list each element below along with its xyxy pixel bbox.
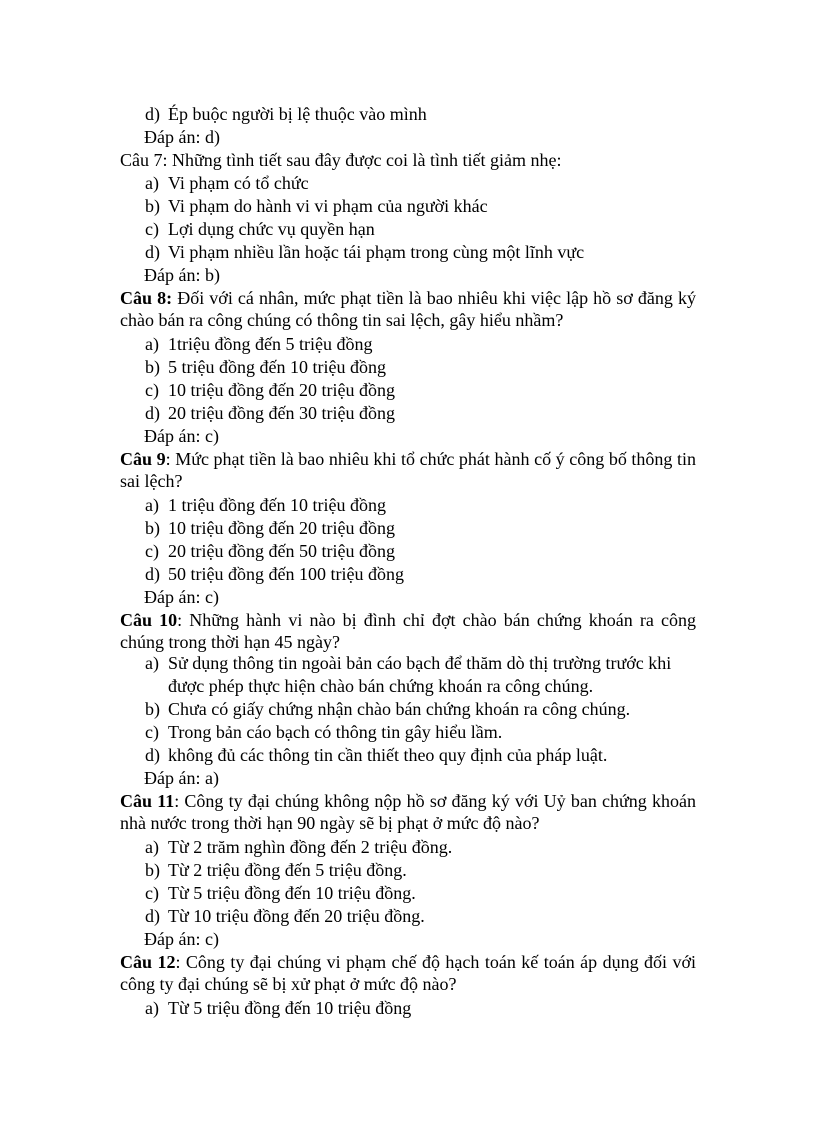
option-label: a): [145, 334, 159, 354]
option-text: Từ 5 triệu đồng đến 10 triệu đồng.: [168, 883, 416, 903]
answer-key: Đáp án: b): [144, 265, 220, 285]
answer-key: Đáp án: c): [144, 929, 219, 949]
question-body: : Những hành vi nào bị đình chỉ đợt chào bán chứng khoán ra công chúng trong thời hạn 45 ngày?: [120, 610, 697, 652]
option-label: d): [145, 403, 160, 423]
question-body: : Công ty đại chúng vi phạm chế độ hạch toán kế toán áp dụng đối với công ty đại chúng sẽ bị xử phạt ở mức độ nào?: [120, 952, 697, 994]
option-text: Ép buộc người bị lệ thuộc vào mình: [168, 104, 427, 124]
question-text: [120, 287, 696, 331]
option-label: b): [145, 699, 160, 719]
option-text: Từ 2 trăm nghìn đồng đến 2 triệu đồng.: [168, 837, 453, 857]
option-label: d): [145, 564, 160, 584]
option-label: b): [145, 518, 160, 538]
option-label: c): [145, 541, 159, 561]
question-text: [120, 951, 696, 995]
question-text: [120, 448, 696, 492]
option-text: Sử dụng thông tin ngoài bản cáo bạch để thăm dò thị trường trước khi được phép thực hiện chào bán chứng khoán ra công chúng.: [168, 653, 672, 696]
question-text: [120, 149, 696, 171]
question-number: Câu 11: [120, 791, 175, 811]
question-number: Câu 8:: [120, 288, 173, 308]
option-label: b): [145, 357, 160, 377]
question-text: [120, 609, 696, 653]
question-number: Câu 10: [120, 610, 178, 630]
answer-key: Đáp án: d): [144, 127, 220, 147]
option-label: c): [145, 380, 159, 400]
option-text: 1triệu đồng đến 5 triệu đồng: [168, 334, 373, 354]
question-number: Câu 9: [120, 449, 166, 469]
option-text: Trong bản cáo bạch có thông tin gây hiểu lầm.: [168, 722, 503, 742]
question: [120, 790, 696, 834]
answer-key: Đáp án: c): [144, 587, 219, 607]
question: [120, 448, 696, 492]
option-label: a): [145, 173, 159, 193]
option-text: 5 triệu đồng đến 10 triệu đồng: [168, 357, 386, 377]
option-text: Chưa có giấy chứng nhận chào bán chứng khoán ra công chúng.: [168, 699, 631, 719]
option-text: 10 triệu đồng đến 20 triệu đồng: [168, 518, 395, 538]
answer-key: Đáp án: c): [144, 426, 219, 446]
question: [120, 951, 696, 995]
option-label: c): [145, 883, 159, 903]
option-text: Vi phạm nhiều lần hoặc tái phạm trong cùng một lĩnh vực: [168, 242, 585, 262]
option-label: b): [145, 860, 160, 880]
question-body: Đối với cá nhân, mức phạt tiền là bao nhiêu khi việc lập hồ sơ đăng ký chào bán ra công chúng có thông tin sai lệch, gây hiểu nhầm?: [120, 288, 696, 330]
option-label: c): [145, 219, 159, 239]
option-label: b): [145, 196, 160, 216]
option-label: d): [145, 242, 160, 262]
question-number: Câu 7: [120, 150, 163, 170]
option-text: 10 triệu đồng đến 20 triệu đồng: [168, 380, 395, 400]
option-text: Từ 5 triệu đồng đến 10 triệu đồng: [168, 998, 412, 1018]
option-label: a): [145, 495, 159, 515]
option-text: Lợi dụng chức vụ quyền hạn: [168, 219, 375, 239]
option-label: d): [145, 104, 160, 124]
option-text: 1 triệu đồng đến 10 triệu đồng: [168, 495, 386, 515]
option-text: Từ 2 triệu đồng đến 5 triệu đồng.: [168, 860, 407, 880]
question: [120, 609, 696, 653]
question-body: : Những tình tiết sau đây được coi là tình tiết giảm nhẹ:: [162, 150, 562, 170]
option-text: 50 triệu đồng đến 100 triệu đồng: [168, 564, 404, 584]
question: [120, 149, 696, 171]
option-text: 20 triệu đồng đến 50 triệu đồng: [168, 541, 395, 561]
question-body: : Công ty đại chúng không nộp hồ sơ đăng ký với Uỷ ban chứng khoán nhà nước trong thời hạn 90 ngày sẽ bị phạt ở mức độ nào?: [120, 791, 696, 833]
option-text: Từ 10 triệu đồng đến 20 triệu đồng.: [168, 906, 425, 926]
option-label: a): [145, 998, 159, 1018]
option-text: không đủ các thông tin cần thiết theo quy định của pháp luật.: [168, 745, 608, 765]
option-label: c): [145, 722, 159, 742]
option-text: 20 triệu đồng đến 30 triệu đồng: [168, 403, 395, 423]
option-label: d): [145, 906, 160, 926]
question-body: : Mức phạt tiền là bao nhiêu khi tổ chức phát hành cố ý công bố thông tin sai lệch?: [120, 449, 696, 491]
option-text: Vi phạm có tổ chức: [168, 173, 309, 193]
question-text: [120, 790, 696, 834]
option-label: d): [145, 745, 160, 765]
option-text: Vi phạm do hành vi vi phạm của người khác: [168, 196, 488, 216]
question-number: Câu 12: [120, 952, 176, 972]
answer-key: Đáp án: a): [144, 768, 219, 788]
option-label: a): [145, 653, 159, 673]
question: [120, 287, 696, 331]
option-label: a): [145, 837, 159, 857]
